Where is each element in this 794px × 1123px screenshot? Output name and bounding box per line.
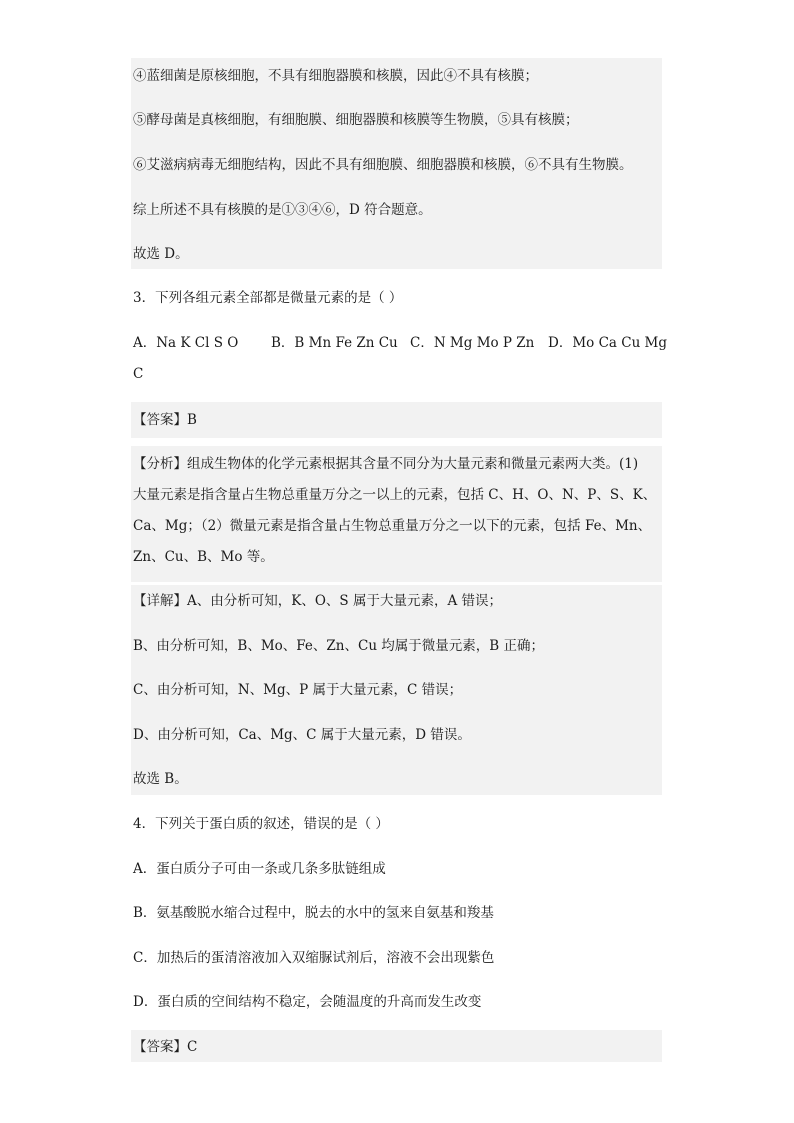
details-line: 故选 B。	[133, 771, 188, 787]
prev-solution-line: ⑥艾滋病病毒无细胞结构，因此不具有细胞膜、细胞器膜和核膜，⑥不具有生物膜。	[133, 157, 633, 173]
answer-text: 【答案】B	[133, 412, 197, 428]
question-3-option-d-wrap: C	[133, 366, 144, 382]
question-3-option-a: A．Na K Cl S O	[133, 335, 239, 351]
prev-solution-line: 故选 D。	[133, 246, 189, 262]
analysis-line: 【分析】组成生物体的化学元素根据其含量不同分为大量元素和微量元素两大类。(1)	[133, 456, 639, 472]
prev-solution-line: ⑤酵母菌是真核细胞，有细胞膜、细胞器膜和核膜等生物膜，⑤具有核膜；	[133, 112, 579, 128]
answer-block	[131, 402, 662, 438]
analysis-line: 大量元素是指含量占生物总重量万分之一以上的元素，包括 C、H、O、N、P、S、K、	[133, 487, 657, 503]
prev-solution-line: 综上所述不具有核膜的是①③④⑥，D 符合题意。	[133, 202, 432, 218]
question-4-option-d: D．蛋白质的空间结构不稳定，会随温度的升高而发生改变	[133, 994, 482, 1010]
answer-block	[131, 1030, 662, 1062]
question-3-option-c: C．N Mg Mo P Zn	[410, 335, 535, 351]
details-line: D、由分析可知，Ca、Mg、C 属于大量元素，D 错误。	[133, 727, 471, 743]
question-4-stem: 4．下列关于蛋白质的叙述，错误的是（ ）	[133, 816, 389, 832]
analysis-line: Zn、Cu、B、Mo 等。	[133, 549, 274, 565]
question-3-stem: 3．下列各组元素全部都是微量元素的是（ ）	[133, 290, 403, 306]
analysis-line: Ca、Mg；（2）微量元素是指含量占生物总重量万分之一以下的元素，包括 Fe、Mn、	[133, 518, 652, 534]
question-3-option-d: D．Mo Ca Cu Mg	[548, 335, 668, 351]
details-line: C、由分析可知，N、Mg、P 属于大量元素，C 错误；	[133, 682, 463, 698]
details-line: B、由分析可知，B、Mo、Fe、Zn、Cu 均属于微量元素，B 正确；	[133, 638, 545, 654]
question-4-option-c: C．加热后的蛋清溶液加入双缩脲试剂后，溶液不会出现紫色	[133, 950, 495, 966]
prev-solution-line: ④蓝细菌是原核细胞，不具有细胞器膜和核膜，因此④不具有核膜；	[133, 68, 538, 84]
question-4-option-b: B．氨基酸脱水缩合过程中，脱去的水中的氢来自氨基和羧基	[133, 905, 494, 921]
question-4-option-a: A．蛋白质分子可由一条或几条多肽链组成	[133, 861, 386, 877]
answer-text: 【答案】C	[133, 1039, 198, 1055]
question-3-option-b: B．B Mn Fe Zn Cu	[271, 335, 398, 351]
details-line: 【详解】A、由分析可知，K、O、S 属于大量元素，A 错误；	[133, 593, 502, 609]
